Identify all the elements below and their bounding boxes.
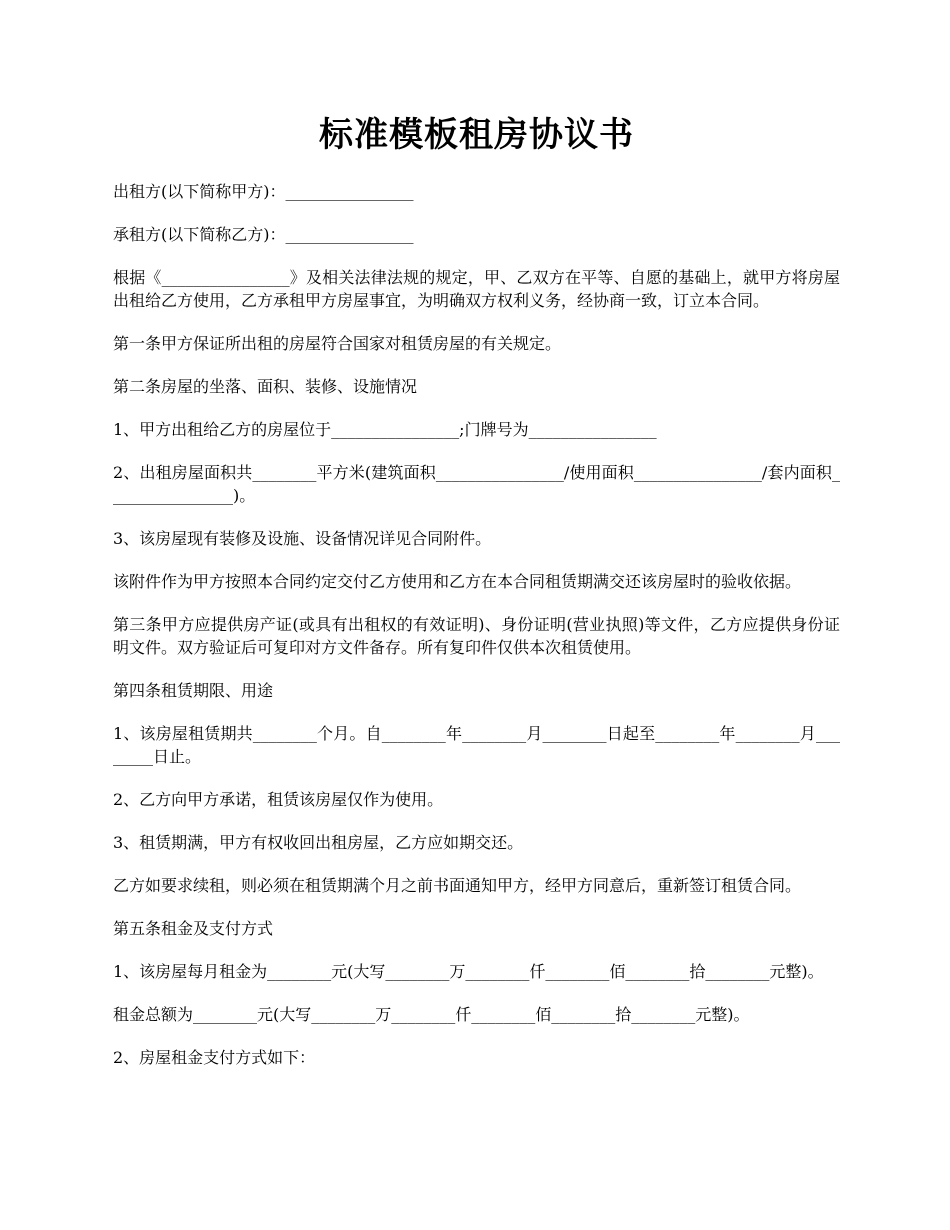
article-3: 第三条甲方应提供房产证(或具有出租权的有效证明)、身份证明(营业执照)等文件，乙方应提供身份证明文件。双方验证后可复印对方文件备存。所有复印件仅供本次租赁使用。 [113,615,840,657]
article-2-heading: 第二条房屋的坐落、面积、装修、设施情况 [113,377,418,396]
document-title: 标准模板租房协议书 [319,115,634,155]
article-2-item-1: 1、甲方出租给乙方的房屋位于________________;门牌号为________________ [113,420,657,439]
article-4-item-1: 1、该房屋租赁期共________个月。自________年________月________日起至________年________月________日止。 [113,724,840,766]
article-5-heading: 第五条租金及支付方式 [113,919,274,938]
article-4-heading: 第四条租赁期限、用途 [113,681,274,700]
article-4-item-3: 3、租赁期满，甲方有权收回出租房屋，乙方应如期交还。 [113,833,524,852]
article-2-item-2: 2、出租房屋面积共________平方米(建筑面积________________/使用面积________________/套内面积________________)。 [113,463,840,505]
article-4-item-2: 2、乙方向甲方承诺，租赁该房屋仅作为使用。 [113,790,444,809]
article-2-item-3: 3、该房屋现有装修及设施、设备情况详见合同附件。 [113,529,492,548]
appendix-note: 该附件作为甲方按照本合同约定交付乙方使用和乙方在本合同租赁期满交还该房屋时的验收依据。 [113,572,802,591]
article-1: 第一条甲方保证所出租的房屋符合国家对租赁房屋的有关规定。 [113,334,562,353]
article-5-item-1: 1、该房屋每月租金为________元(大写________万________仟________佰________拾________元整)。 [113,962,824,981]
renewal-note: 乙方如要求续租，则必须在租赁期满个月之前书面通知甲方，经甲方同意后，重新签订租赁合同。 [113,876,802,895]
lessee-line: 承租方(以下简称乙方)：________________ [113,225,414,244]
article-5-item-2: 2、房屋租金支付方式如下： [113,1048,316,1067]
lessor-line: 出租方(以下简称甲方)：________________ [113,182,414,201]
rent-total-line: 租金总额为________元(大写________万________仟________佰________拾________元整)。 [113,1005,750,1024]
preamble-paragraph: 根据《________________》及相关法律法规的规定，甲、乙双方在平等、自愿的基础上，就甲方将房屋出租给乙方使用，乙方承租甲方房屋事宜，为明确双方权利义务，经协商一致，订立本合同。 [113,268,840,310]
